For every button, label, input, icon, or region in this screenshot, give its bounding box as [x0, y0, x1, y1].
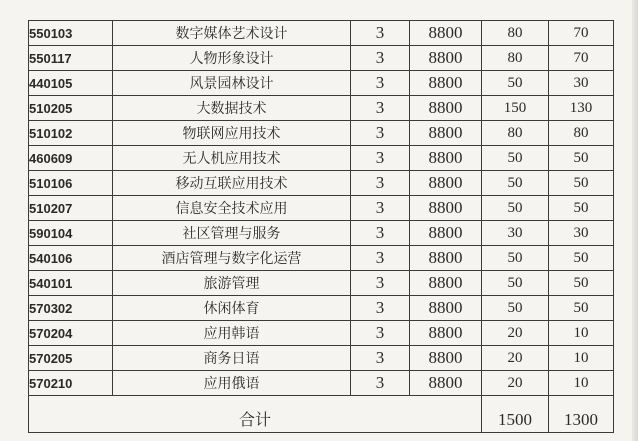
actual-count-cell: 10 [549, 321, 614, 346]
major-code-cell: 510205 [29, 96, 113, 121]
major-code-cell: 510207 [29, 196, 113, 221]
total-label: 合计 [29, 396, 482, 433]
tuition-fee-cell: 8800 [410, 96, 482, 121]
major-code-cell: 570205 [29, 346, 113, 371]
actual-count-cell: 30 [549, 71, 614, 96]
plan-count-cell: 50 [482, 71, 549, 96]
actual-count-cell: 80 [549, 121, 614, 146]
plan-count-cell: 50 [482, 171, 549, 196]
table-row [29, 321, 614, 346]
plan-count-cell: 80 [482, 46, 549, 71]
major-name-cell: 休闲体育 [113, 296, 351, 321]
plan-count-cell: 150 [482, 96, 549, 121]
plan-count-cell: 50 [482, 146, 549, 171]
total-plan: 1500 [482, 396, 549, 433]
tuition-fee-cell: 8800 [410, 371, 482, 396]
major-name-cell: 风景园林设计 [113, 71, 351, 96]
tuition-fee-cell: 8800 [410, 71, 482, 96]
table-row [29, 271, 614, 296]
major-name-cell: 无人机应用技术 [113, 146, 351, 171]
table-row [29, 371, 614, 396]
table-row [29, 221, 614, 246]
tuition-fee-cell: 8800 [410, 296, 482, 321]
actual-count-cell: 50 [549, 271, 614, 296]
plan-count-cell: 20 [482, 321, 549, 346]
years-cell: 3 [351, 346, 410, 371]
years-cell: 3 [351, 46, 410, 71]
major-name-cell: 酒店管理与数字化运营 [113, 246, 351, 271]
major-code-cell: 540101 [29, 271, 113, 296]
tuition-fee-cell: 8800 [410, 21, 482, 46]
major-name-cell: 信息安全技术应用 [113, 196, 351, 221]
major-name-cell: 人物形象设计 [113, 46, 351, 71]
tuition-fee-cell: 8800 [410, 46, 482, 71]
table-row [29, 146, 614, 171]
table-row [29, 21, 614, 46]
major-code-cell: 510106 [29, 171, 113, 196]
years-cell: 3 [351, 246, 410, 271]
actual-count-cell: 50 [549, 296, 614, 321]
actual-count-cell: 70 [549, 21, 614, 46]
table-row [29, 196, 614, 221]
years-cell: 3 [351, 271, 410, 296]
years-cell: 3 [351, 171, 410, 196]
plan-count-cell: 30 [482, 221, 549, 246]
tuition-fee-cell: 8800 [410, 121, 482, 146]
table-row [29, 171, 614, 196]
major-code-cell: 440105 [29, 71, 113, 96]
actual-count-cell: 70 [549, 46, 614, 71]
table-row [29, 296, 614, 321]
years-cell: 3 [351, 371, 410, 396]
plan-count-cell: 20 [482, 371, 549, 396]
plan-count-cell: 80 [482, 21, 549, 46]
major-code-cell: 590104 [29, 221, 113, 246]
actual-count-cell: 50 [549, 171, 614, 196]
major-code-cell: 570302 [29, 296, 113, 321]
major-name-cell: 数字媒体艺术设计 [113, 21, 351, 46]
years-cell: 3 [351, 221, 410, 246]
plan-count-cell: 50 [482, 296, 549, 321]
actual-count-cell: 50 [549, 196, 614, 221]
tuition-fee-cell: 8800 [410, 321, 482, 346]
major-code-cell: 550103 [29, 21, 113, 46]
total-actual: 1300 [549, 396, 614, 433]
table-row [29, 121, 614, 146]
actual-count-cell: 50 [549, 246, 614, 271]
major-name-cell: 旅游管理 [113, 271, 351, 296]
plan-count-cell: 50 [482, 271, 549, 296]
years-cell: 3 [351, 196, 410, 221]
years-cell: 3 [351, 321, 410, 346]
tuition-fee-cell: 8800 [410, 196, 482, 221]
table-row [29, 246, 614, 271]
tuition-fee-cell: 8800 [410, 246, 482, 271]
plan-count-cell: 50 [482, 196, 549, 221]
table-row [29, 346, 614, 371]
enrollment-table [28, 20, 614, 433]
major-name-cell: 物联网应用技术 [113, 121, 351, 146]
years-cell: 3 [351, 146, 410, 171]
tuition-fee-cell: 8800 [410, 146, 482, 171]
plan-count-cell: 20 [482, 346, 549, 371]
actual-count-cell: 10 [549, 346, 614, 371]
major-name-cell: 大数据技术 [113, 96, 351, 121]
major-code-cell: 570204 [29, 321, 113, 346]
table-row [29, 46, 614, 71]
actual-count-cell: 30 [549, 221, 614, 246]
tuition-fee-cell: 8800 [410, 271, 482, 296]
major-name-cell: 社区管理与服务 [113, 221, 351, 246]
page-edge-shadow [632, 0, 638, 441]
actual-count-cell: 130 [549, 96, 614, 121]
tuition-fee-cell: 8800 [410, 346, 482, 371]
years-cell: 3 [351, 296, 410, 321]
plan-count-cell: 50 [482, 246, 549, 271]
major-code-cell: 570210 [29, 371, 113, 396]
major-name-cell: 应用韩语 [113, 321, 351, 346]
total-row [29, 396, 614, 433]
years-cell: 3 [351, 96, 410, 121]
tuition-fee-cell: 8800 [410, 171, 482, 196]
plan-count-cell: 80 [482, 121, 549, 146]
tuition-fee-cell: 8800 [410, 221, 482, 246]
table-row [29, 96, 614, 121]
major-name-cell: 商务日语 [113, 346, 351, 371]
major-name-cell: 应用俄语 [113, 371, 351, 396]
major-name-cell: 移动互联应用技术 [113, 171, 351, 196]
major-code-cell: 510102 [29, 121, 113, 146]
major-code-cell: 550117 [29, 46, 113, 71]
table-row [29, 71, 614, 96]
major-code-cell: 540106 [29, 246, 113, 271]
years-cell: 3 [351, 21, 410, 46]
years-cell: 3 [351, 121, 410, 146]
actual-count-cell: 10 [549, 371, 614, 396]
major-code-cell: 460609 [29, 146, 113, 171]
actual-count-cell: 50 [549, 146, 614, 171]
table-body [29, 21, 614, 396]
years-cell: 3 [351, 71, 410, 96]
